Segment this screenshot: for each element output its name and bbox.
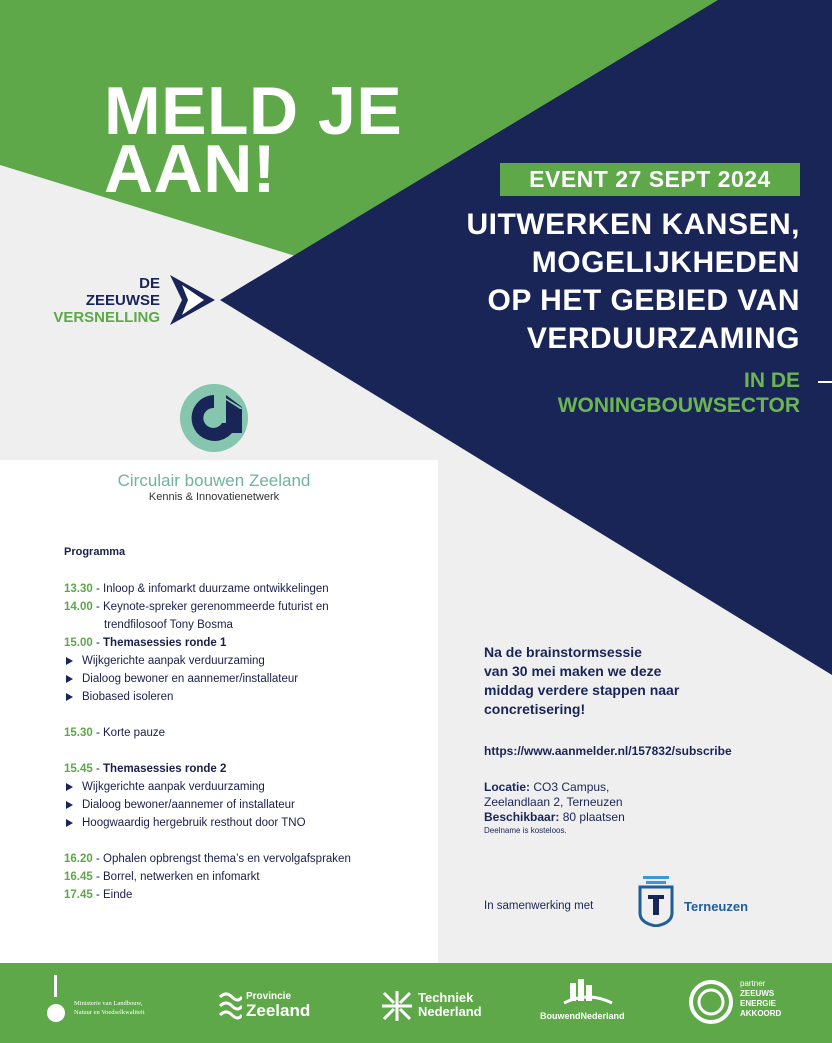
schedule-text: Themasessies ronde 1 xyxy=(103,637,227,649)
list-item: Wijkgerichte aanpak verduurzaming xyxy=(64,778,434,796)
list-item: Dialoog bewoner/aannemer of installateur xyxy=(64,796,434,814)
event-title-line: MOGELIJKHEDEN xyxy=(531,246,800,279)
event-subtitle-line: IN DE xyxy=(743,369,800,392)
zea-text xyxy=(740,979,781,1019)
location-address: Zeelandlaan 2, Terneuzen xyxy=(484,795,623,809)
time: 15.30 xyxy=(64,727,93,739)
sponsor-text: Techniek xyxy=(418,990,474,1005)
headline xyxy=(104,73,403,207)
sponsor-text: Provincie xyxy=(246,991,292,1002)
sponsor-text: ENERGIE xyxy=(740,999,777,1008)
ministry-text xyxy=(74,999,145,1017)
schedule-row xyxy=(64,886,434,904)
event-title-line: OP HET GEBIED VAN xyxy=(487,284,800,317)
sponsor-text: Ministerie van Landbouw, xyxy=(74,1000,143,1007)
event-subtitle-line: WONINGBOUWSECTOR xyxy=(557,394,800,417)
location-label: Locatie: xyxy=(484,780,531,794)
programma xyxy=(64,546,434,904)
terneuzen-crest-icon xyxy=(637,873,675,927)
time: 13.30 xyxy=(64,583,93,595)
logo-text: VERSNELLING xyxy=(53,309,160,326)
de-zeeuwse-versnelling-logo xyxy=(20,275,160,326)
registration-link[interactable]: https://www.aanmelder.nl/157832/subscribe xyxy=(484,744,732,758)
list-item: Dialoog bewoner en aannemer/installateur xyxy=(64,670,434,688)
zeeland-wave-icon xyxy=(218,991,242,1021)
intro-line: concretisering! xyxy=(484,701,586,717)
event-title xyxy=(466,206,800,358)
programma-heading: Programma xyxy=(64,546,126,558)
list-item: Wijkgerichte aanpak verduurzaming xyxy=(64,652,434,670)
bouwend-nederland-icon xyxy=(562,977,614,1009)
sponsor-text: BouwendNederland xyxy=(540,1011,625,1021)
event-subtitle xyxy=(558,368,800,418)
intro-line: Na de brainstormsessie xyxy=(484,644,642,660)
event-title-line: VERDUURZAMING xyxy=(526,322,800,355)
location-value: CO3 Campus, xyxy=(530,780,610,794)
cooperation-text: In samenwerking met xyxy=(484,900,594,912)
logo-text: ZEEUWSE xyxy=(85,292,160,309)
schedule-text: - Inloop & infomarkt duurzame ontwikkelingen xyxy=(92,583,329,595)
schedule-row xyxy=(64,580,434,598)
techniek-nederland-icon xyxy=(380,989,414,1023)
terneuzen-name: Terneuzen xyxy=(684,899,749,914)
schedule-row xyxy=(64,868,434,886)
capacity-value: 80 plaatsen xyxy=(559,810,625,824)
list-item: Biobased isoleren xyxy=(64,688,434,706)
sponsor-text: Zeeland xyxy=(246,1001,311,1020)
crest-icon xyxy=(44,975,68,1025)
time: 16.20 xyxy=(64,853,93,865)
schedule-text: - xyxy=(92,637,104,649)
cbz-subtitle: Kennis & Innovatienetwerk xyxy=(148,491,280,503)
intro-line: middag verdere stappen naar xyxy=(484,682,680,698)
ministry-logo xyxy=(44,975,68,1030)
event-title-line: UITWERKEN KANSEN, xyxy=(466,208,800,241)
time: 17.45 xyxy=(64,889,93,901)
schedule-text: - Keynote-spreker gerenommeerde futurist en xyxy=(92,601,329,613)
schedule-text: Themasessies ronde 2 xyxy=(103,763,227,775)
zeeuws-energie-akkoord-icon xyxy=(688,979,734,1025)
schedule-row xyxy=(64,760,434,778)
time: 16.45 xyxy=(64,871,93,883)
schedule-text: - Korte pauze xyxy=(92,727,166,739)
time: 15.00 xyxy=(64,637,93,649)
location-info xyxy=(484,780,625,825)
intro-line: van 30 mei maken we deze xyxy=(484,663,662,679)
sponsor-text: Natuur en Voedselkwaliteit xyxy=(74,1009,145,1016)
schedule-text: trendfilosoof Tony Bosma xyxy=(104,619,233,631)
time: 14.00 xyxy=(64,601,93,613)
time: 15.45 xyxy=(64,763,93,775)
sponsor-text: AKKOORD xyxy=(740,1009,782,1018)
headline-line-1: MELD JE xyxy=(104,73,403,149)
schedule-row xyxy=(64,634,434,652)
logo-text: DE xyxy=(139,275,160,292)
sponsor-text: partner xyxy=(740,979,766,988)
cost-note: Deelname is kosteloos. xyxy=(484,826,567,835)
list-item: Hoogwaardig hergebruik resthout door TNO xyxy=(64,814,434,832)
schedule-text: - Borrel, netwerken en infomarkt xyxy=(92,871,260,883)
sponsor-text: Nederland xyxy=(418,1004,482,1019)
tn-text xyxy=(418,991,482,1019)
schedule-text: - Einde xyxy=(92,889,133,901)
circulair-bouwen-logo-icon xyxy=(168,383,260,453)
schedule-row xyxy=(64,598,434,616)
cbz-name: Circulair bouwen Zeeland xyxy=(117,471,311,490)
intro-text xyxy=(484,643,784,719)
sponsor-footer xyxy=(0,963,832,1043)
divider xyxy=(818,381,832,383)
schedule-row xyxy=(64,850,434,868)
sponsor-text: ZEEUWS xyxy=(740,989,775,998)
headline-line-2: AAN! xyxy=(104,131,276,207)
schedule-row xyxy=(64,724,434,742)
capacity-label: Beschikbaar: xyxy=(484,810,560,824)
schedule-text: - Ophalen opbrengst thema’s en vervolgafspraken xyxy=(92,853,351,865)
event-date-badge: EVENT 27 SEPT 2024 xyxy=(500,163,800,196)
schedule-text: - xyxy=(92,763,104,775)
